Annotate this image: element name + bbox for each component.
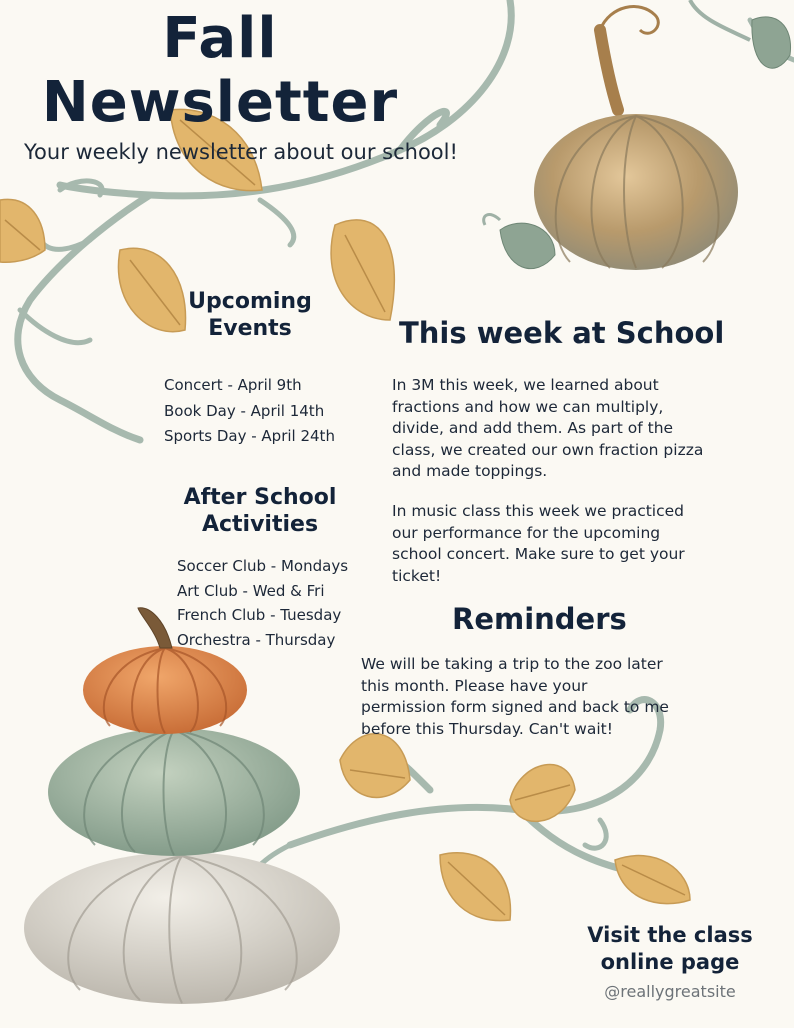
leaves-bottom: [340, 734, 690, 921]
activity-item: Orchestra - Thursday: [177, 630, 336, 649]
this-week-paragraph-2: In music class this week we practiced our performance for the upcoming school concert. Make sure to get your ticket!: [392, 502, 685, 585]
newsletter-title-line2: Newsletter: [41, 70, 399, 135]
upcoming-events-heading-line2: Events: [208, 316, 292, 341]
visit-line1: Visit the class: [587, 923, 753, 947]
upcoming-events-heading-line1: Upcoming: [188, 289, 312, 314]
after-school-heading-line2: Activities: [201, 512, 319, 537]
upcoming-events-heading: [180, 288, 320, 342]
activity-item: Art Club - Wed & Fri: [177, 581, 325, 600]
event-item: Sports Day - April 24th: [164, 427, 335, 445]
event-item: Book Day - April 14th: [164, 401, 325, 420]
pumpkin-stack: [24, 608, 340, 1004]
after-school-heading: [170, 484, 350, 538]
after-school-heading-line1: After School: [183, 485, 337, 510]
class-website-link[interactable]: @reallygreatsite: [604, 982, 736, 1001]
after-school-list: [177, 554, 348, 652]
newsletter-subtitle: Your weekly newsletter about our school!: [24, 140, 458, 164]
newsletter-title-line1: Fall: [162, 6, 278, 71]
activity-item: Soccer Club - Mondays: [177, 557, 349, 575]
pumpkin-top-right: [484, 0, 791, 270]
activity-item: French Club - Tuesday: [177, 606, 342, 624]
upcoming-events-list: [164, 373, 335, 450]
reminders-text: We will be taking a trip to the zoo later this month. Please have your permission form signed and back to me before this Thursday. Can't wait!: [361, 655, 669, 738]
visit-class-page: [575, 922, 765, 976]
reminders-heading: Reminders: [452, 602, 627, 636]
this-week-paragraph-1: In 3M this week, we learned about fractions and how we can multiply, divide, and add them. As part of the class, we created our own fraction pizza and made toppings.: [392, 376, 704, 480]
visit-line2: online page: [600, 950, 740, 974]
event-item: Concert - April 9th: [164, 376, 302, 394]
this-week-heading: This week at School: [399, 316, 725, 350]
